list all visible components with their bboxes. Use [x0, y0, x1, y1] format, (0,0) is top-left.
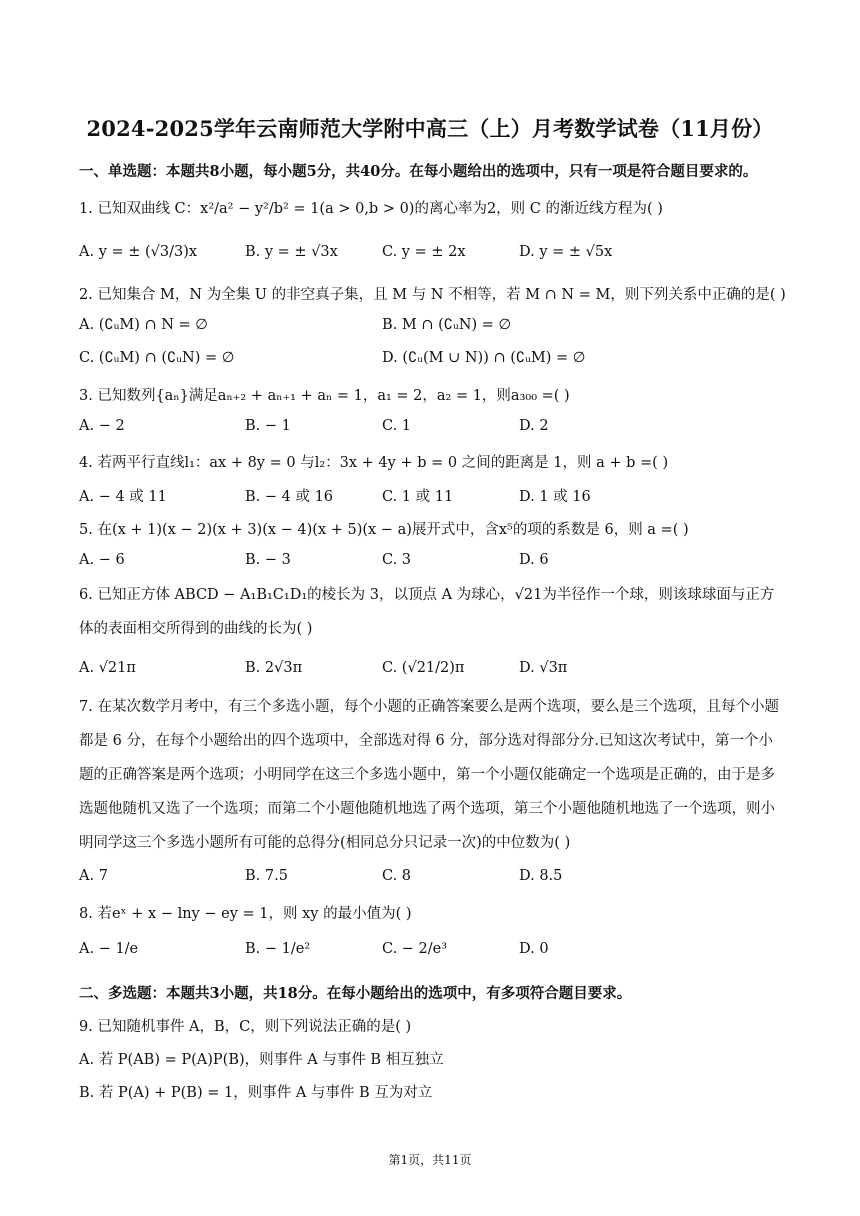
question-3-option-d: D. 2 — [519, 418, 549, 434]
question-1-option-b: B. y = ± √3x — [245, 244, 338, 260]
question-7-option-c: C. 8 — [382, 868, 412, 884]
question-4-stem: 4. 若两平行直线l₁：ax + 8y = 0 与l₂：3x + 4y + b = 0 之间的距离是 1，则 a + b =( ) — [79, 455, 669, 471]
question-1-option-a: A. y = ± (√3/3)x — [79, 244, 198, 260]
section-multiple-choice-heading: 二、多选题：本题共3小题，共18分。在每小题给出的选项中，有多项符合题目要求。 — [79, 985, 632, 1002]
question-5-option-c: C. 3 — [382, 552, 412, 568]
question-1-option-d: D. y = ± √5x — [519, 244, 613, 260]
question-2-option-b: B. M ∩ (∁ᵤN) = ∅ — [382, 317, 512, 333]
question-7-option-d: D. 8.5 — [519, 868, 563, 884]
question-3-option-c: C. 1 — [382, 418, 412, 434]
question-6-option-d: D. √3π — [519, 660, 568, 676]
question-4-option-c: C. 1 或 11 — [382, 489, 454, 505]
question-7-option-b: B. 7.5 — [245, 868, 288, 884]
question-9-option-b: B. 若 P(A) + P(B) = 1，则事件 A 与事件 B 互为对立 — [79, 1085, 433, 1101]
question-5-stem: 5. 在(x + 1)(x − 2)(x + 3)(x − 4)(x + 5)(x − a)展开式中，含x⁵的项的系数是 6，则 a =( ) — [79, 522, 689, 538]
question-8-option-a: A. − 1/e — [79, 941, 139, 957]
question-6-option-c: C. (√21/2)π — [382, 660, 465, 676]
question-6-stem: 6. 已知正方体 ABCD − A₁B₁C₁D₁的棱长为 3，以顶点 A 为球心，√21为半径作一个球，则该球球面与正方体的表面相交所得到的曲线的长为( ) — [79, 587, 775, 637]
question-7-option-a: A. 7 — [79, 868, 108, 884]
question-5-option-a: A. − 6 — [79, 552, 125, 568]
question-9-stem: 9. 已知随机事件 A，B，C，则下列说法正确的是( ) — [79, 1019, 412, 1035]
question-3-stem: 3. 已知数列{aₙ}满足aₙ₊₂ + aₙ₊₁ + aₙ = 1，a₁ = 2，a₂ = 1，则a₃₀₀ =( ) — [79, 388, 570, 404]
question-4-option-a: A. − 4 或 11 — [79, 489, 167, 505]
question-1-option-c: C. y = ± 2x — [382, 244, 466, 260]
question-2-stem: 2. 已知集合 M，N 为全集 U 的非空真子集，且 M 与 N 不相等，若 M ∩ N = M，则下列关系中正确的是( ) — [79, 287, 786, 303]
page-title: 2024-2025学年云南师范大学附中高三（上）月考数学试卷（11月份） — [86, 116, 774, 141]
question-8-option-d: D. 0 — [519, 941, 549, 957]
question-5-option-d: D. 6 — [519, 552, 549, 568]
page-footer: 第1页，共11页 — [388, 1153, 472, 1167]
question-1-stem: 1. 已知双曲线 C：x²/a² − y²/b² = 1(a > 0,b > 0)的离心率为2，则 C 的渐近线方程为( ) — [79, 201, 663, 217]
section-single-choice-heading: 一、单选题：本题共8小题，每小题5分，共40分。在每小题给出的选项中，只有一项是符合题目要求的。 — [79, 163, 758, 180]
question-3-option-a: A. − 2 — [79, 418, 125, 434]
question-6-option-b: B. 2√3π — [245, 660, 303, 676]
question-8-option-c: C. − 2/e³ — [382, 941, 448, 957]
question-6-option-a: A. √21π — [79, 660, 136, 676]
question-2-option-d: D. (∁ᵤ(M ∪ N)) ∩ (∁ᵤM) = ∅ — [382, 350, 586, 366]
question-4-option-d: D. 1 或 16 — [519, 489, 591, 505]
question-5-option-b: B. − 3 — [245, 552, 291, 568]
question-8-option-b: B. − 1/e² — [245, 941, 311, 957]
question-7-stem: 7. 在某次数学月考中，有三个多选小题，每个小题的正确答案要么是两个选项，要么是三个选项，且每个小题都是 6 分，在每个小题给出的四个选项中，全部选对得 6 分，部分选对得部分分.已知这次考试中，第一个小题的正确答案是两个选项；小明同学在这三个多选小题中，第一个小题仅能确定一个选项是正确的，由于是多选题他随机又选了一个选项；而第二个小题他随机地选了两个选项，第三个小题他随机地选了一个选项，则小明同学这三个多选小题所有可能的总得分(相同总分只记录一次)的中位数为( ) — [79, 699, 779, 851]
question-3-option-b: B. − 1 — [245, 418, 291, 434]
question-8-stem: 8. 若eˣ + x − lny − ey = 1，则 xy 的最小值为( ) — [79, 906, 412, 922]
question-2-option-c: C. (∁ᵤM) ∩ (∁ᵤN) = ∅ — [79, 350, 235, 366]
question-2-option-a: A. (∁ᵤM) ∩ N = ∅ — [79, 317, 208, 333]
question-4-option-b: B. − 4 或 16 — [245, 489, 334, 505]
question-9-option-a: A. 若 P(AB) = P(A)P(B)，则事件 A 与事件 B 相互独立 — [79, 1052, 444, 1068]
